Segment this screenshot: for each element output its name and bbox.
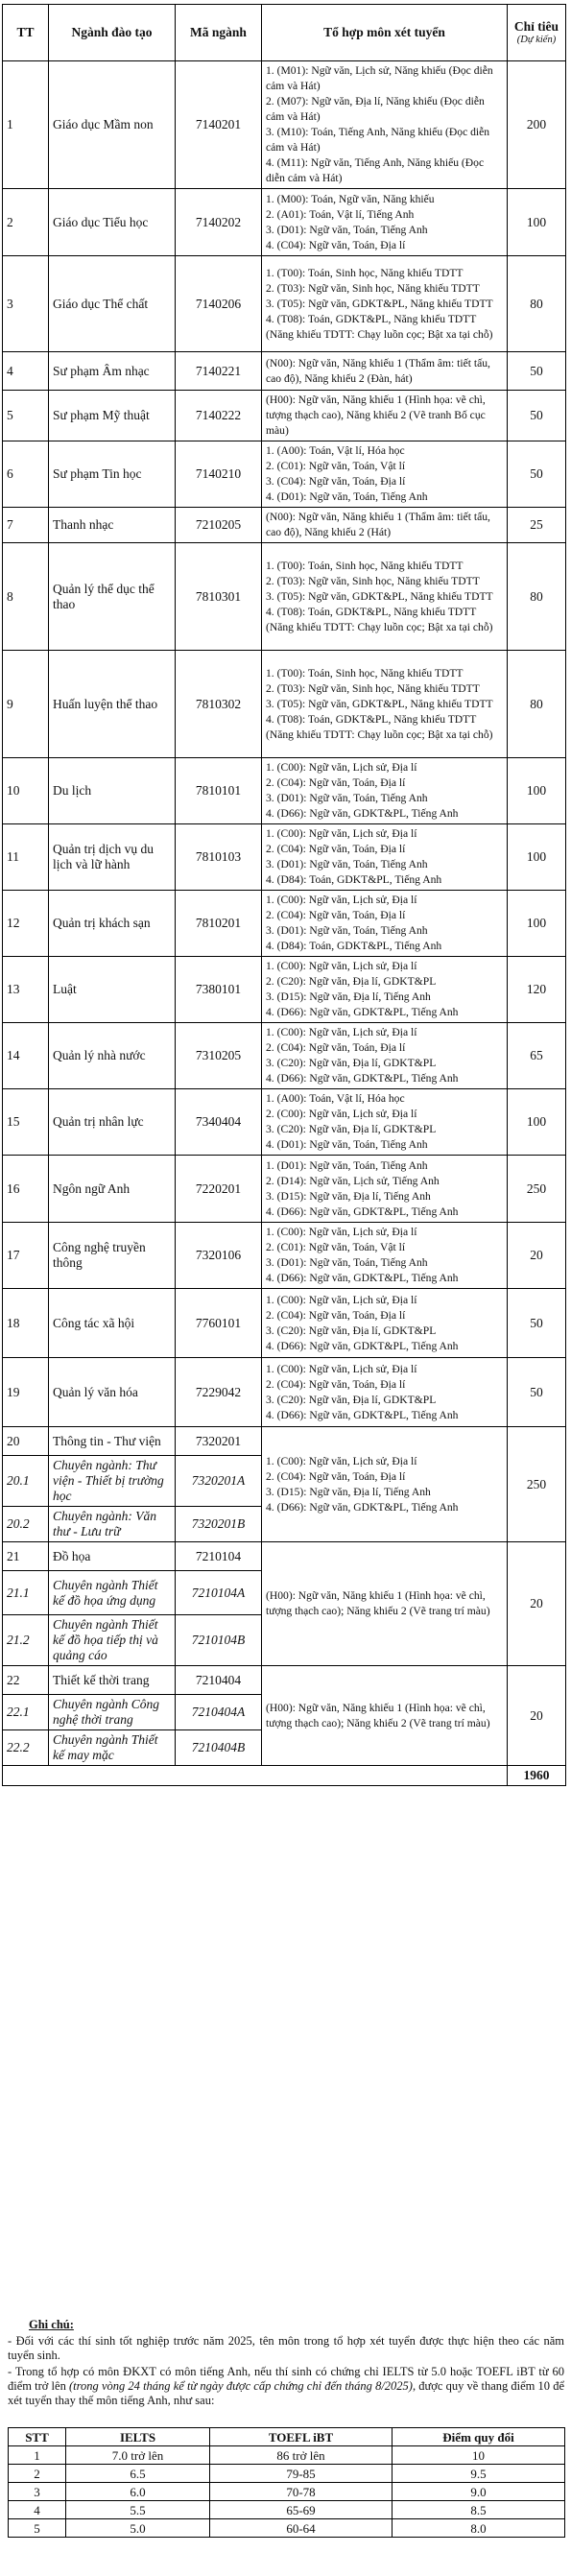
ielts-ielts: 5.0 [66, 2519, 210, 2538]
table-body [3, 61, 566, 1786]
combo-line: 3. (D15): Ngữ văn, Địa lí, Tiếng Anh [266, 1189, 431, 1203]
row-number: 13 [3, 957, 49, 1023]
ielts-toefl: 86 trở lên [210, 2446, 393, 2465]
major-code: 7340404 [176, 1089, 262, 1156]
combo-line: 1. (C00): Ngữ văn, Lịch sử, Địa lí [266, 827, 417, 840]
combo-line: 4. (D66): Ngữ văn, GDKT&PL, Tiếng Anh [266, 1205, 459, 1218]
table-row [3, 1156, 566, 1223]
major-code: 7210404B [176, 1730, 262, 1766]
ielts-row [9, 2446, 565, 2465]
combo-line: 2. (C01): Ngữ văn, Toán, Vật lí [266, 460, 406, 472]
table-row [3, 256, 566, 352]
major-code: 7310205 [176, 1023, 262, 1089]
note-2: - Trong tổ hợp có môn ĐKXT có môn tiếng Anh, nếu thí sinh có chứng chỉ IELTS từ 5.0 hoặc TOEFL iBT từ 60 điểm trở lên (trong vòng 24 tháng kể từ ngày được cấp chứng chỉ đến tháng 8/2025), được quy về thang điểm 10 để xét tuyển thay thế môn tiếng Anh, như sau: [8, 2365, 565, 2407]
combo-line: 2. (A01): Toán, Vật lí, Tiếng Anh [266, 207, 415, 221]
combo-cell [262, 1358, 508, 1427]
row-number: 8 [3, 543, 49, 651]
combo-line: 1. (C00): Ngữ văn, Lịch sử, Địa lí [266, 894, 417, 906]
ielts-score: 10 [393, 2446, 565, 2465]
header-combo: Tổ hợp môn xét tuyển [262, 5, 508, 61]
ielts-body [9, 2446, 565, 2538]
combo-line: 3. (C04): Ngữ văn, Toán, Địa lí [266, 475, 406, 488]
row-number: 15 [3, 1089, 49, 1156]
quota-value: 80 [508, 651, 566, 758]
ielts-stt: 2 [9, 2465, 66, 2483]
combo-line: 2. (T03): Ngữ văn, Sinh học, Năng khiếu TDTT [266, 681, 480, 695]
quota-value: 65 [508, 1023, 566, 1089]
major-name: Thanh nhạc [49, 508, 176, 543]
ielts-header-toefl: TOEFL iBT [210, 2428, 393, 2446]
row-number: 5 [3, 391, 49, 441]
combo-line: 2. (T03): Ngữ văn, Sinh học, Năng khiếu TDTT [266, 281, 480, 295]
major-name: Du lịch [49, 758, 176, 824]
major-code: 7220201 [176, 1156, 262, 1223]
combo-line: 4. (D66): Ngữ văn, GDKT&PL, Tiếng Anh [266, 1272, 459, 1284]
quota-value: 50 [508, 441, 566, 508]
combo-line: 1. (D01): Ngữ văn, Toán, Tiếng Anh [266, 1158, 428, 1172]
major-code: 7210104 [176, 1542, 262, 1571]
major-name: Ngôn ngữ Anh [49, 1156, 176, 1223]
ielts-stt: 1 [9, 2446, 66, 2465]
major-name: Chuyên ngành: Văn thư - Lưu trữ [49, 1507, 176, 1542]
ielts-row [9, 2483, 565, 2501]
ielts-toefl: 60-64 [210, 2519, 393, 2538]
combo-line: 1. (A00): Toán, Vật lí, Hóa học [266, 1092, 405, 1105]
notes-section [8, 2318, 564, 2410]
row-number: 20.1 [3, 1456, 49, 1507]
combo-cell [262, 1542, 508, 1666]
major-name: Chuyên ngành Thiết kế may mặc [49, 1730, 176, 1766]
row-number: 6 [3, 441, 49, 508]
major-code: 7140210 [176, 441, 262, 508]
combo-cell [262, 1023, 508, 1089]
table-row [3, 61, 566, 189]
combo-line: 1. (M01): Ngữ văn, Lịch sử, Năng khiếu (Đọc diễn cảm và Hát) [266, 64, 493, 92]
major-name: Thiết kế thời trang [49, 1666, 176, 1695]
major-name: Công tác xã hội [49, 1289, 176, 1358]
quota-value: 25 [508, 508, 566, 543]
table-row [3, 391, 566, 441]
ielts-header-score: Điểm quy đổi [393, 2428, 565, 2446]
major-name: Sư phạm Mỹ thuật [49, 391, 176, 441]
combo-cell [262, 824, 508, 891]
ielts-score: 8.5 [393, 2501, 565, 2519]
row-number: 11 [3, 824, 49, 891]
combo-line: 4. (D66): Ngữ văn, GDKT&PL, Tiếng Anh [266, 1006, 459, 1018]
ielts-header-ielts: IELTS [66, 2428, 210, 2446]
ielts-stt: 4 [9, 2501, 66, 2519]
total-quota: 1960 [508, 1766, 566, 1786]
major-name: Quản trị nhân lực [49, 1089, 176, 1156]
ielts-ielts: 5.5 [66, 2501, 210, 2519]
row-number: 12 [3, 891, 49, 957]
combo-line: 1. (M00): Toán, Ngữ văn, Năng khiếu [266, 192, 435, 205]
total-spacer [3, 1766, 508, 1786]
major-name: Giáo dục Thể chất [49, 256, 176, 352]
major-code: 7380101 [176, 957, 262, 1023]
table-row [3, 1666, 566, 1695]
row-number: 4 [3, 352, 49, 391]
major-name: Chuyên ngành Thiết kế đồ họa ứng dụng [49, 1571, 176, 1615]
combo-line: (H00): Ngữ văn, Năng khiếu 1 (Hình họa: vẽ chì, tượng thạch cao); Năng khiếu 2 (Vẽ trang trí màu) [266, 1701, 490, 1729]
table-row [3, 1023, 566, 1089]
combo-line: 4. (C04): Ngữ văn, Toán, Địa lí [266, 238, 406, 251]
combo-line: 3. (D01): Ngữ văn, Toán, Tiếng Anh [266, 1256, 428, 1269]
row-number: 2 [3, 189, 49, 256]
combo-line: 2. (C04): Ngữ văn, Toán, Địa lí [266, 1469, 406, 1483]
combo-line: 3. (D01): Ngữ văn, Toán, Tiếng Anh [266, 792, 428, 804]
combo-cell [262, 189, 508, 256]
row-number: 16 [3, 1156, 49, 1223]
combo-line: 3. (D01): Ngữ văn, Toán, Tiếng Anh [266, 223, 428, 236]
row-number: 14 [3, 1023, 49, 1089]
combo-line: 3. (D01): Ngữ văn, Toán, Tiếng Anh [266, 924, 428, 937]
table-row [3, 1223, 566, 1289]
major-name: Chuyên ngành Công nghệ thời trang [49, 1695, 176, 1730]
row-number: 9 [3, 651, 49, 758]
quota-value: 250 [508, 1427, 566, 1542]
header-tt: TT [3, 5, 49, 61]
ielts-stt: 5 [9, 2519, 66, 2538]
combo-line: 3. (C20): Ngữ văn, Địa lí, GDKT&PL [266, 1393, 437, 1406]
ielts-row [9, 2519, 565, 2538]
ielts-score: 9.0 [393, 2483, 565, 2501]
major-name: Luật [49, 957, 176, 1023]
combo-line: 1. (C00): Ngữ văn, Lịch sử, Địa lí [266, 1362, 417, 1375]
major-name: Chuyên ngành: Thư viện - Thiết bị trường học [49, 1456, 176, 1507]
major-name: Chuyên ngành Thiết kế đồ họa tiếp thị và quảng cáo [49, 1615, 176, 1666]
combo-line: 3. (C20): Ngữ văn, Địa lí, GDKT&PL [266, 1057, 437, 1069]
row-number: 22.1 [3, 1695, 49, 1730]
combo-line: 1. (T00): Toán, Sinh học, Năng khiếu TDTT [266, 666, 464, 680]
row-number: 7 [3, 508, 49, 543]
row-number: 20 [3, 1427, 49, 1456]
ielts-ielts: 6.5 [66, 2465, 210, 2483]
combo-line: 4. (D01): Ngữ văn, Toán, Tiếng Anh [266, 1138, 428, 1151]
ielts-conversion-table [8, 2427, 565, 2538]
row-number: 10 [3, 758, 49, 824]
combo-cell [262, 352, 508, 391]
combo-line: 1. (T00): Toán, Sinh học, Năng khiếu TDTT [266, 266, 464, 279]
ielts-row [9, 2465, 565, 2483]
table-row [3, 824, 566, 891]
admission-table [2, 4, 566, 1786]
major-code: 7320201B [176, 1507, 262, 1542]
quota-value: 20 [508, 1666, 566, 1766]
combo-line: 3. (D15): Ngữ văn, Địa lí, Tiếng Anh [266, 990, 431, 1003]
header-quota: Chỉ tiêu (Dự kiến) [508, 5, 566, 61]
major-name: Quản trị dịch vụ du lịch và lữ hành [49, 824, 176, 891]
major-code: 7140222 [176, 391, 262, 441]
major-name: Công nghệ truyền thông [49, 1223, 176, 1289]
combo-line: 4. (D66): Ngữ văn, GDKT&PL, Tiếng Anh [266, 807, 459, 820]
table-row [3, 508, 566, 543]
combo-line: 3. (M10): Toán, Tiếng Anh, Năng khiếu (Đọc diễn cảm và Hát) [266, 126, 490, 154]
header-quota-sub: (Dự kiến) [516, 35, 557, 45]
row-number: 22.2 [3, 1730, 49, 1766]
combo-line: 4. (D66): Ngữ văn, GDKT&PL, Tiếng Anh [266, 1072, 459, 1085]
ielts-toefl: 79-85 [210, 2465, 393, 2483]
quota-value: 80 [508, 543, 566, 651]
major-name: Sư phạm Âm nhạc [49, 352, 176, 391]
ielts-toefl: 70-78 [210, 2483, 393, 2501]
combo-cell [262, 1666, 508, 1766]
combo-line: 2. (C04): Ngữ văn, Toán, Địa lí [266, 1308, 406, 1322]
major-code: 7760101 [176, 1289, 262, 1358]
major-code: 7320201 [176, 1427, 262, 1456]
combo-line: 2. (C04): Ngữ văn, Toán, Địa lí [266, 1377, 406, 1391]
major-code: 7140202 [176, 189, 262, 256]
combo-line: 4. (D66): Ngữ văn, GDKT&PL, Tiếng Anh [266, 1339, 459, 1352]
major-code: 7810101 [176, 758, 262, 824]
major-code: 7210104A [176, 1571, 262, 1615]
major-code: 7140221 [176, 352, 262, 391]
major-name: Thông tin - Thư viện [49, 1427, 176, 1456]
combo-line: (H00): Ngữ văn, Năng khiếu 1 (Hình họa: vẽ chì, tượng thạch cao), Năng khiếu 2 (Vẽ tranh Bố cục màu) [266, 394, 486, 437]
combo-line: (Năng khiếu TDTT: Chạy luồn cọc; Bật xa tại chỗ) [266, 620, 493, 633]
combo-line: 4. (T08): Toán, GDKT&PL, Năng khiếu TDTT [266, 312, 477, 325]
ielts-header-stt: STT [9, 2428, 66, 2446]
major-name: Huấn luyện thể thao [49, 651, 176, 758]
table-header-row [3, 5, 566, 61]
row-number: 21.1 [3, 1571, 49, 1615]
quota-value: 100 [508, 1089, 566, 1156]
row-number: 1 [3, 61, 49, 189]
major-name: Quản lý nhà nước [49, 1023, 176, 1089]
major-code: 7210404 [176, 1666, 262, 1695]
combo-line: 2. (C04): Ngữ văn, Toán, Địa lí [266, 1041, 406, 1054]
combo-cell [262, 1156, 508, 1223]
major-code: 7140206 [176, 256, 262, 352]
combo-line: 3. (C20): Ngữ văn, Địa lí, GDKT&PL [266, 1324, 437, 1337]
combo-cell [262, 758, 508, 824]
combo-line: 1. (C00): Ngữ văn, Lịch sử, Địa lí [266, 1026, 417, 1038]
ielts-row [9, 2501, 565, 2519]
combo-line: 4. (D84): Toán, GDKT&PL, Tiếng Anh [266, 940, 442, 952]
quota-value: 100 [508, 824, 566, 891]
quota-value: 200 [508, 61, 566, 189]
ielts-toefl: 65-69 [210, 2501, 393, 2519]
combo-cell [262, 891, 508, 957]
quota-value: 50 [508, 352, 566, 391]
combo-cell [262, 543, 508, 651]
major-name: Quản lý văn hóa [49, 1358, 176, 1427]
table-row [3, 758, 566, 824]
combo-line: 4. (D66): Ngữ văn, GDKT&PL, Tiếng Anh [266, 1408, 459, 1421]
major-code: 7810302 [176, 651, 262, 758]
combo-line: 2. (M07): Ngữ văn, Địa lí, Năng khiếu (Đọc diễn cảm và Hát) [266, 95, 485, 123]
major-name: Quản trị khách sạn [49, 891, 176, 957]
ielts-score: 8.0 [393, 2519, 565, 2538]
combo-line: (Năng khiếu TDTT: Chạy luồn cọc; Bật xa tại chỗ) [266, 727, 493, 741]
combo-line: 3. (T05): Ngữ văn, GDKT&PL, Năng khiếu TDTT [266, 297, 493, 310]
ielts-header-row [9, 2428, 565, 2446]
row-number: 3 [3, 256, 49, 352]
row-number: 19 [3, 1358, 49, 1427]
combo-line: 2. (C00): Ngữ văn, Lịch sử, Địa lí [266, 1108, 417, 1120]
table-row [3, 891, 566, 957]
major-code: 7210104B [176, 1615, 262, 1666]
combo-cell [262, 1427, 508, 1542]
combo-cell [262, 508, 508, 543]
combo-line: 1. (C00): Ngữ văn, Lịch sử, Địa lí [266, 761, 417, 774]
row-number: 21 [3, 1542, 49, 1571]
combo-cell [262, 256, 508, 352]
table-row [3, 1089, 566, 1156]
quota-value: 100 [508, 189, 566, 256]
note-1: - Đối với các thí sinh tốt nghiệp trước năm 2025, tên môn trong tổ hợp xét tuyển được thực hiện theo các năm tuyển sinh. [8, 2334, 564, 2362]
combo-line: 2. (C04): Ngữ văn, Toán, Địa lí [266, 909, 406, 921]
quota-value: 50 [508, 1289, 566, 1358]
combo-line: 2. (T03): Ngữ văn, Sinh học, Năng khiếu TDTT [266, 574, 480, 587]
ielts-stt: 3 [9, 2483, 66, 2501]
major-code: 7810201 [176, 891, 262, 957]
table-row [3, 1358, 566, 1427]
quota-value: 50 [508, 1358, 566, 1427]
table-row [3, 441, 566, 508]
combo-line: 4. (D66): Ngữ văn, GDKT&PL, Tiếng Anh [266, 1500, 459, 1514]
ielts-score: 9.5 [393, 2465, 565, 2483]
combo-line: (N00): Ngữ văn, Năng khiếu 1 (Thẩm âm: tiết tấu, cao độ), Năng khiếu 2 (Đàn, hát) [266, 356, 490, 385]
major-code: 7320201A [176, 1456, 262, 1507]
combo-line: 4. (T08): Toán, GDKT&PL, Năng khiếu TDTT [266, 712, 477, 726]
major-name: Giáo dục Tiểu học [49, 189, 176, 256]
table-row [3, 957, 566, 1023]
combo-line: 3. (T05): Ngữ văn, GDKT&PL, Năng khiếu TDTT [266, 589, 493, 603]
table-row [3, 543, 566, 651]
major-code: 7210205 [176, 508, 262, 543]
combo-line: 4. (T08): Toán, GDKT&PL, Năng khiếu TDTT [266, 605, 477, 618]
major-code: 7810103 [176, 824, 262, 891]
combo-line: 2. (C01): Ngữ văn, Toán, Vật lí [266, 1241, 406, 1253]
combo-line: 3. (T05): Ngữ văn, GDKT&PL, Năng khiếu TDTT [266, 697, 493, 710]
quota-value: 100 [508, 758, 566, 824]
row-number: 18 [3, 1289, 49, 1358]
combo-cell [262, 957, 508, 1023]
combo-line: (N00): Ngữ văn, Năng khiếu 1 (Thẩm âm: tiết tấu, cao độ), Năng khiếu 2 (Hát) [266, 511, 490, 538]
row-number: 17 [3, 1223, 49, 1289]
table-row [3, 352, 566, 391]
table-row [3, 189, 566, 256]
table-row [3, 1427, 566, 1456]
combo-line: (Năng khiếu TDTT: Chạy luồn cọc; Bật xa tại chỗ) [266, 327, 493, 341]
quota-value: 20 [508, 1223, 566, 1289]
combo-line: 2. (C04): Ngữ văn, Toán, Địa lí [266, 843, 406, 855]
header-code: Mã ngành [176, 5, 262, 61]
ielts-ielts: 6.0 [66, 2483, 210, 2501]
row-number: 20.2 [3, 1507, 49, 1542]
combo-line: 1. (C00): Ngữ văn, Lịch sử, Địa lí [266, 1293, 417, 1306]
total-row [3, 1766, 566, 1786]
table-row [3, 651, 566, 758]
major-name: Quản lý thể dục thể thao [49, 543, 176, 651]
major-name: Đồ họa [49, 1542, 176, 1571]
quota-value: 120 [508, 957, 566, 1023]
combo-line: 1. (C00): Ngữ văn, Lịch sử, Địa lí [266, 960, 417, 972]
quota-value: 50 [508, 391, 566, 441]
combo-line: 1. (T00): Toán, Sinh học, Năng khiếu TDTT [266, 559, 464, 572]
combo-line: 3. (D15): Ngữ văn, Địa lí, Tiếng Anh [266, 1485, 431, 1498]
combo-line: 4. (D84): Toán, GDKT&PL, Tiếng Anh [266, 873, 442, 886]
combo-cell [262, 441, 508, 508]
combo-line: 1. (A00): Toán, Vật lí, Hóa học [266, 444, 405, 457]
major-code: 7320106 [176, 1223, 262, 1289]
combo-line: 4. (M11): Ngữ văn, Tiếng Anh, Năng khiếu (Đọc diễn cảm và Hát) [266, 156, 485, 184]
row-number: 22 [3, 1666, 49, 1695]
table-row [3, 1289, 566, 1358]
combo-line: 2. (D14): Ngữ văn, Lịch sử, Tiếng Anh [266, 1174, 440, 1187]
quota-value: 80 [508, 256, 566, 352]
combo-cell [262, 1089, 508, 1156]
quota-value: 20 [508, 1542, 566, 1666]
combo-cell [262, 651, 508, 758]
ielts-ielts: 7.0 trở lên [66, 2446, 210, 2465]
combo-line: 2. (C20): Ngữ văn, Địa lí, GDKT&PL [266, 975, 437, 988]
major-name: Sư phạm Tin học [49, 441, 176, 508]
quota-value: 250 [508, 1156, 566, 1223]
combo-line: 3. (D01): Ngữ văn, Toán, Tiếng Anh [266, 858, 428, 871]
combo-line: 2. (C04): Ngữ văn, Toán, Địa lí [266, 776, 406, 789]
combo-line: 3. (C20): Ngữ văn, Địa lí, GDKT&PL [266, 1123, 437, 1135]
combo-cell [262, 1289, 508, 1358]
quota-value: 100 [508, 891, 566, 957]
table-row [3, 1542, 566, 1571]
combo-line: 1. (C00): Ngữ văn, Lịch sử, Địa lí [266, 1226, 417, 1238]
combo-cell [262, 61, 508, 189]
major-code: 7210404A [176, 1695, 262, 1730]
combo-cell [262, 1223, 508, 1289]
combo-cell [262, 391, 508, 441]
combo-line: 1. (C00): Ngữ văn, Lịch sử, Địa lí [266, 1454, 417, 1467]
major-code: 7140201 [176, 61, 262, 189]
row-number: 21.2 [3, 1615, 49, 1666]
major-code: 7229042 [176, 1358, 262, 1427]
combo-line: 4. (D01): Ngữ văn, Toán, Tiếng Anh [266, 490, 428, 503]
combo-line: (H00): Ngữ văn, Năng khiếu 1 (Hình họa: vẽ chì, tượng thạch cao); Năng khiếu 2 (Vẽ trang trí màu) [266, 1589, 490, 1617]
notes-title: Ghi chú: [29, 2318, 74, 2331]
major-name: Giáo dục Mầm non [49, 61, 176, 189]
header-major: Ngành đào tạo [49, 5, 176, 61]
major-code: 7810301 [176, 543, 262, 651]
